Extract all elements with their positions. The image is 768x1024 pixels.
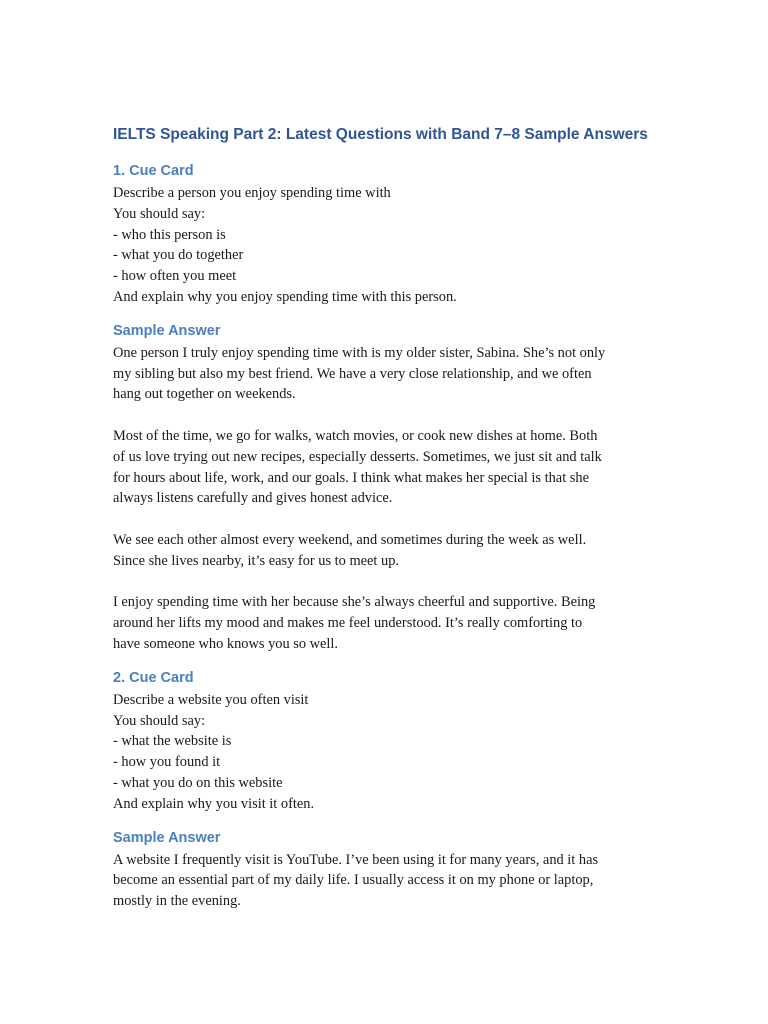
cue-card-text	[113, 690, 673, 815]
cue-line: And explain why you enjoy spending time with this person.	[113, 288, 457, 305]
answer-line: One person I truly enjoy spending time with is my older sister, Sabina. She’s not only	[113, 344, 606, 361]
cue-line: Describe a person you enjoy spending time with	[113, 185, 391, 201]
section-1	[113, 161, 673, 655]
cue-line: - how you found it	[113, 754, 221, 771]
answer-line: of us love trying out new recipes, especially desserts. Sometimes, we just sit and talk	[113, 448, 602, 465]
cue-line: - who this person is	[113, 226, 226, 243]
cue-line: And explain why you visit it often.	[113, 795, 315, 812]
sample-answer-paragraph	[113, 592, 673, 654]
answer-line: Most of the time, we go for walks, watch movies, or cook new dishes at home. Both	[113, 427, 598, 444]
answer-line: Since she lives nearby, it’s easy for us to meet up.	[113, 552, 400, 569]
sample-answer-paragraph	[113, 530, 673, 572]
cue-line: - what you do on this website	[113, 774, 283, 791]
cue-line: - how often you meet	[113, 268, 237, 285]
sample-answer-heading: Sample Answer	[113, 829, 221, 846]
cue-line: Describe a website you often visit	[113, 691, 309, 708]
answer-line: have someone who knows you so well.	[113, 635, 339, 652]
sample-answer-paragraph	[113, 426, 673, 509]
cue-line: You should say:	[113, 205, 206, 222]
sample-answer-paragraph	[113, 343, 673, 405]
answer-line: mostly in the evening.	[113, 893, 241, 910]
section-2	[113, 668, 673, 912]
cue-card-text	[113, 183, 673, 308]
answer-line: around her lifts my mood and makes me feel understood. It’s really comforting to	[113, 615, 583, 632]
cue-card-heading: 2. Cue Card	[113, 669, 194, 686]
cue-line: - what the website is	[113, 733, 232, 750]
cue-card-heading: 1. Cue Card	[113, 163, 194, 179]
document-page	[113, 124, 673, 912]
answer-line: for hours about life, work, and our goals. I think what makes her special is that she	[113, 469, 589, 486]
cue-line: - what you do together	[113, 247, 244, 264]
cue-line: You should say:	[113, 712, 206, 729]
answer-line: A website I frequently visit is YouTube. I’ve been using it for many years, and it has	[113, 851, 599, 868]
sample-answer-heading: Sample Answer	[113, 322, 221, 339]
answer-line: become an essential part of my daily life. I usually access it on my phone or laptop,	[113, 872, 594, 889]
answer-line: my sibling but also my best friend. We have a very close relationship, and we often	[113, 365, 592, 382]
answer-line: always listens carefully and gives honest advice.	[113, 490, 393, 507]
answer-line: I enjoy spending time with her because she’s always cheerful and supportive. Being	[113, 594, 596, 611]
sample-answer-paragraph	[113, 850, 673, 912]
document-title: IELTS Speaking Part 2: Latest Questions with Band 7–8 Sample Answers	[113, 126, 648, 143]
answer-line: hang out together on weekends.	[113, 386, 296, 403]
answer-line: We see each other almost every weekend, and sometimes during the week as well.	[113, 531, 587, 548]
